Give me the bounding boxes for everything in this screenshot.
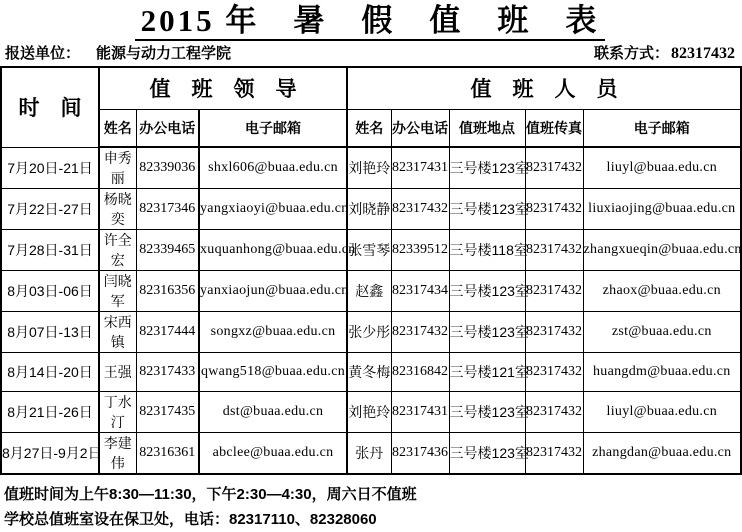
cell-staff-email: zhangxueqin@buaa.edu.cn [583, 230, 741, 271]
cell-duty-fax: 82317432 [525, 147, 583, 189]
cell-leader-phone: 82317435 [136, 392, 199, 433]
cell-leader-phone: 82339465 [136, 230, 199, 271]
cell-leader-name: 王强 [99, 353, 136, 392]
cell-staff-phone: 82317436 [391, 433, 449, 475]
cell-leader-email: xuquanhong@buaa.edu.cn [199, 230, 347, 271]
cell-duty-location: 三号楼123室 [449, 271, 525, 312]
cell-duty-location: 三号楼123室 [449, 392, 525, 433]
table-row [1, 392, 741, 433]
cell-staff-name: 刘晓静 [347, 189, 391, 230]
cell-duty-location: 三号楼123室 [449, 147, 525, 189]
col-header-leader-group: 值 班 领 导 [99, 67, 347, 109]
cell-leader-phone: 82339036 [136, 147, 199, 189]
col-header-leader-name: 姓名 [99, 109, 136, 147]
table-row [1, 312, 741, 353]
cell-leader-name: 杨晓奕 [99, 189, 136, 230]
duty-table [0, 66, 742, 475]
table-group-header-row [1, 67, 741, 109]
col-header-duty-fax: 值班传真 [525, 109, 583, 147]
cell-duty-fax: 82317432 [525, 230, 583, 271]
cell-staff-email: zhangdan@buaa.edu.cn [583, 433, 741, 475]
table-row [1, 433, 741, 475]
cell-leader-email: yangxiaoyi@buaa.edu.cn [199, 189, 347, 230]
table-row [1, 147, 741, 189]
cell-staff-phone: 82317431 [391, 392, 449, 433]
table-subheader-row [1, 109, 741, 147]
cell-staff-name: 张少彤 [347, 312, 391, 353]
cell-leader-phone: 82317444 [136, 312, 199, 353]
cell-date: 7月20日-21日 [1, 147, 99, 189]
cell-date: 8月07日-13日 [1, 312, 99, 353]
cell-duty-location: 三号楼121室 [449, 353, 525, 392]
cell-date: 8月27日-9月2日 [1, 433, 99, 475]
cell-leader-email: abclee@buaa.edu.cn [199, 433, 347, 475]
table-row [1, 353, 741, 392]
cell-staff-phone: 82317431 [391, 147, 449, 189]
cell-staff-name: 黄冬梅 [347, 353, 391, 392]
cell-date: 8月03日-06日 [1, 271, 99, 312]
cell-leader-email: qwang518@buaa.edu.cn [199, 353, 347, 392]
title-row [0, 0, 740, 41]
cell-date: 8月21日-26日 [1, 392, 99, 433]
cell-duty-location: 三号楼118室 [449, 230, 525, 271]
cell-staff-phone: 82317434 [391, 271, 449, 312]
col-header-duty-location: 值班地点 [449, 109, 525, 147]
col-header-staff-group: 值 班 人 员 [347, 67, 741, 109]
footer-notes [0, 482, 740, 532]
cell-leader-email: shxl606@buaa.edu.cn [199, 147, 347, 189]
meta-row [0, 41, 740, 66]
report-unit-value: 能源与动力工程学院 [96, 45, 232, 62]
table-row [1, 271, 741, 312]
cell-staff-name: 赵鑫 [347, 271, 391, 312]
footer-note-duty-hours: 值班时间为上午8:30—11:30，下午2:30—4:30，周六日不值班 [4, 486, 417, 503]
cell-leader-name: 闫晓军 [99, 271, 136, 312]
table-row [1, 189, 741, 230]
table-row [1, 230, 741, 271]
cell-duty-fax: 82317432 [525, 271, 583, 312]
cell-date: 7月22日-27日 [1, 189, 99, 230]
cell-leader-name: 许全宏 [99, 230, 136, 271]
cell-duty-fax: 82317432 [525, 353, 583, 392]
cell-duty-location: 三号楼123室 [449, 189, 525, 230]
cell-staff-phone: 82316842 [391, 353, 449, 392]
cell-staff-phone: 82317432 [391, 312, 449, 353]
cell-leader-phone: 82317433 [136, 353, 199, 392]
cell-leader-email: yanxiaojun@buaa.edu.cn [199, 271, 347, 312]
cell-staff-name: 刘艳玲 [347, 392, 391, 433]
contact-info [594, 42, 735, 63]
page-title: 2015 年 暑 假 值 班 表 [135, 3, 606, 41]
cell-staff-email: liuyl@buaa.edu.cn [583, 147, 741, 189]
cell-staff-name: 刘艳玲 [347, 147, 391, 189]
cell-staff-email: liuxiaojing@buaa.edu.cn [583, 189, 741, 230]
cell-duty-fax: 82317432 [525, 392, 583, 433]
col-header-staff-email: 电子邮箱 [583, 109, 741, 147]
cell-leader-email: songxz@buaa.edu.cn [199, 312, 347, 353]
contact-label: 联系方式： [593, 45, 669, 62]
cell-staff-name: 张雪琴 [347, 230, 391, 271]
col-header-time: 时 间 [1, 67, 99, 147]
cell-staff-phone: 82339512 [391, 230, 449, 271]
cell-duty-fax: 82317432 [525, 312, 583, 353]
cell-staff-email: huangdm@buaa.edu.cn [583, 353, 741, 392]
cell-date: 7月28日-31日 [1, 230, 99, 271]
cell-duty-fax: 82317432 [525, 189, 583, 230]
report-unit [5, 42, 231, 63]
cell-date: 8月14日-20日 [1, 353, 99, 392]
cell-leader-email: dst@buaa.edu.cn [199, 392, 347, 433]
contact-value: 82317432 [671, 45, 735, 62]
cell-leader-name: 李建伟 [99, 433, 136, 475]
col-header-leader-email: 电子邮箱 [199, 109, 347, 147]
cell-staff-email: zst@buaa.edu.cn [583, 312, 741, 353]
cell-leader-phone: 82317346 [136, 189, 199, 230]
cell-staff-email: zhaox@buaa.edu.cn [583, 271, 741, 312]
cell-staff-phone: 82317432 [391, 189, 449, 230]
report-unit-label: 报送单位： [5, 45, 81, 62]
cell-staff-name: 张丹 [347, 433, 391, 475]
cell-duty-location: 三号楼123室 [449, 312, 525, 353]
cell-leader-phone: 82316361 [136, 433, 199, 475]
cell-duty-fax: 82317432 [525, 433, 583, 475]
footer-note-main-office: 学校总值班室设在保卫处，电话：82317110、82328060 [4, 511, 377, 528]
cell-leader-name: 丁水汀 [99, 392, 136, 433]
col-header-staff-name: 姓名 [347, 109, 391, 147]
col-header-leader-phone: 办公电话 [136, 109, 199, 147]
cell-leader-name: 申秀丽 [99, 147, 136, 189]
cell-leader-name: 宋西镇 [99, 312, 136, 353]
cell-duty-location: 三号楼123室 [449, 433, 525, 475]
col-header-staff-phone: 办公电话 [391, 109, 449, 147]
cell-leader-phone: 82316356 [136, 271, 199, 312]
cell-staff-email: liuyl@buaa.edu.cn [583, 392, 741, 433]
